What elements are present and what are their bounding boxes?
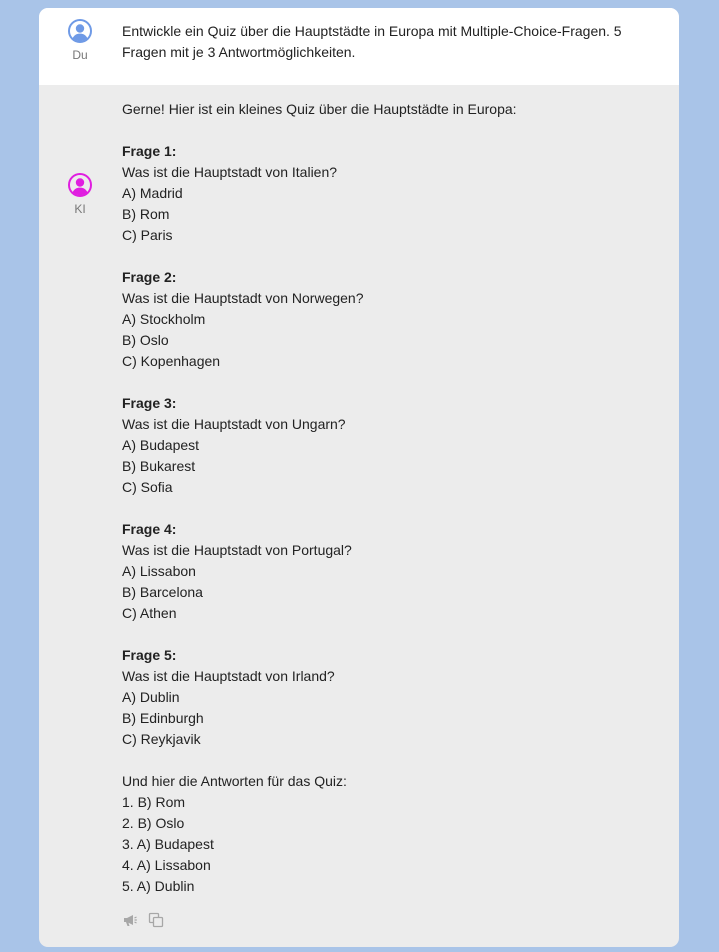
ai-avatar-column	[39, 173, 121, 216]
ai-intro: Gerne! Hier ist ein kleines Quiz über die Hauptstädte in Europa:	[122, 101, 517, 117]
answer-key-item: 5. A) Dublin	[122, 878, 195, 894]
user-message	[39, 8, 679, 85]
question-text: Was ist die Hauptstadt von Italien?	[122, 164, 338, 180]
quiz-question	[122, 141, 642, 246]
user-label: Du	[72, 48, 88, 62]
answer-option: A) Budapest	[122, 437, 200, 453]
question-text: Was ist die Hauptstadt von Norwegen?	[122, 290, 364, 306]
answer-option: A) Lissabon	[122, 563, 196, 579]
quiz-question	[122, 393, 642, 498]
copy-button[interactable]	[148, 912, 164, 928]
answer-option: B) Rom	[122, 206, 170, 222]
user-message-text	[122, 21, 642, 63]
answer-option: A) Dublin	[122, 689, 180, 705]
question-title: Frage 1:	[122, 143, 177, 159]
question-text: Was ist die Hauptstadt von Ungarn?	[122, 416, 346, 432]
user-message-line: Entwickle ein Quiz über die Hauptstädte in Europa mit Multiple-Choice-Fragen. 5	[122, 23, 622, 39]
chat-panel	[39, 8, 679, 947]
answer-option: C) Sofia	[122, 479, 173, 495]
question-title: Frage 2:	[122, 269, 177, 285]
quiz-question	[122, 267, 642, 372]
question-title: Frage 5:	[122, 647, 177, 663]
copy-icon	[148, 912, 164, 928]
answer-option: C) Paris	[122, 227, 173, 243]
quiz-question	[122, 645, 642, 750]
user-avatar-column	[39, 19, 121, 62]
answer-option: C) Kopenhagen	[122, 353, 221, 369]
quiz-question	[122, 519, 642, 624]
answer-option: B) Bukarest	[122, 458, 196, 474]
user-message-line: Fragen mit je 3 Antwortmöglichkeiten.	[122, 44, 356, 60]
answer-key-item: 2. B) Oslo	[122, 815, 185, 831]
read-aloud-button[interactable]	[122, 912, 138, 928]
answer-key-item: 1. B) Rom	[122, 794, 186, 810]
answer-option: C) Athen	[122, 605, 177, 621]
question-text: Was ist die Hauptstadt von Portugal?	[122, 542, 352, 558]
question-title: Frage 4:	[122, 521, 177, 537]
ai-label: KI	[74, 202, 86, 216]
answer-option: B) Barcelona	[122, 584, 203, 600]
answer-key-intro: Und hier die Antworten für das Quiz:	[122, 773, 347, 789]
answer-option: A) Madrid	[122, 185, 183, 201]
megaphone-icon	[122, 912, 138, 928]
user-avatar-icon	[68, 19, 92, 43]
answer-option: C) Reykjavik	[122, 731, 201, 747]
answer-option: B) Edinburgh	[122, 710, 204, 726]
answer-key	[122, 771, 642, 897]
question-text: Was ist die Hauptstadt von Irland?	[122, 668, 335, 684]
answer-option: B) Oslo	[122, 332, 169, 348]
message-actions	[122, 912, 164, 928]
answer-key-item: 4. A) Lissabon	[122, 857, 211, 873]
ai-message-text	[122, 99, 642, 897]
ai-avatar-icon	[68, 173, 92, 197]
answer-option: A) Stockholm	[122, 311, 206, 327]
question-title: Frage 3:	[122, 395, 177, 411]
answer-key-item: 3. A) Budapest	[122, 836, 214, 852]
